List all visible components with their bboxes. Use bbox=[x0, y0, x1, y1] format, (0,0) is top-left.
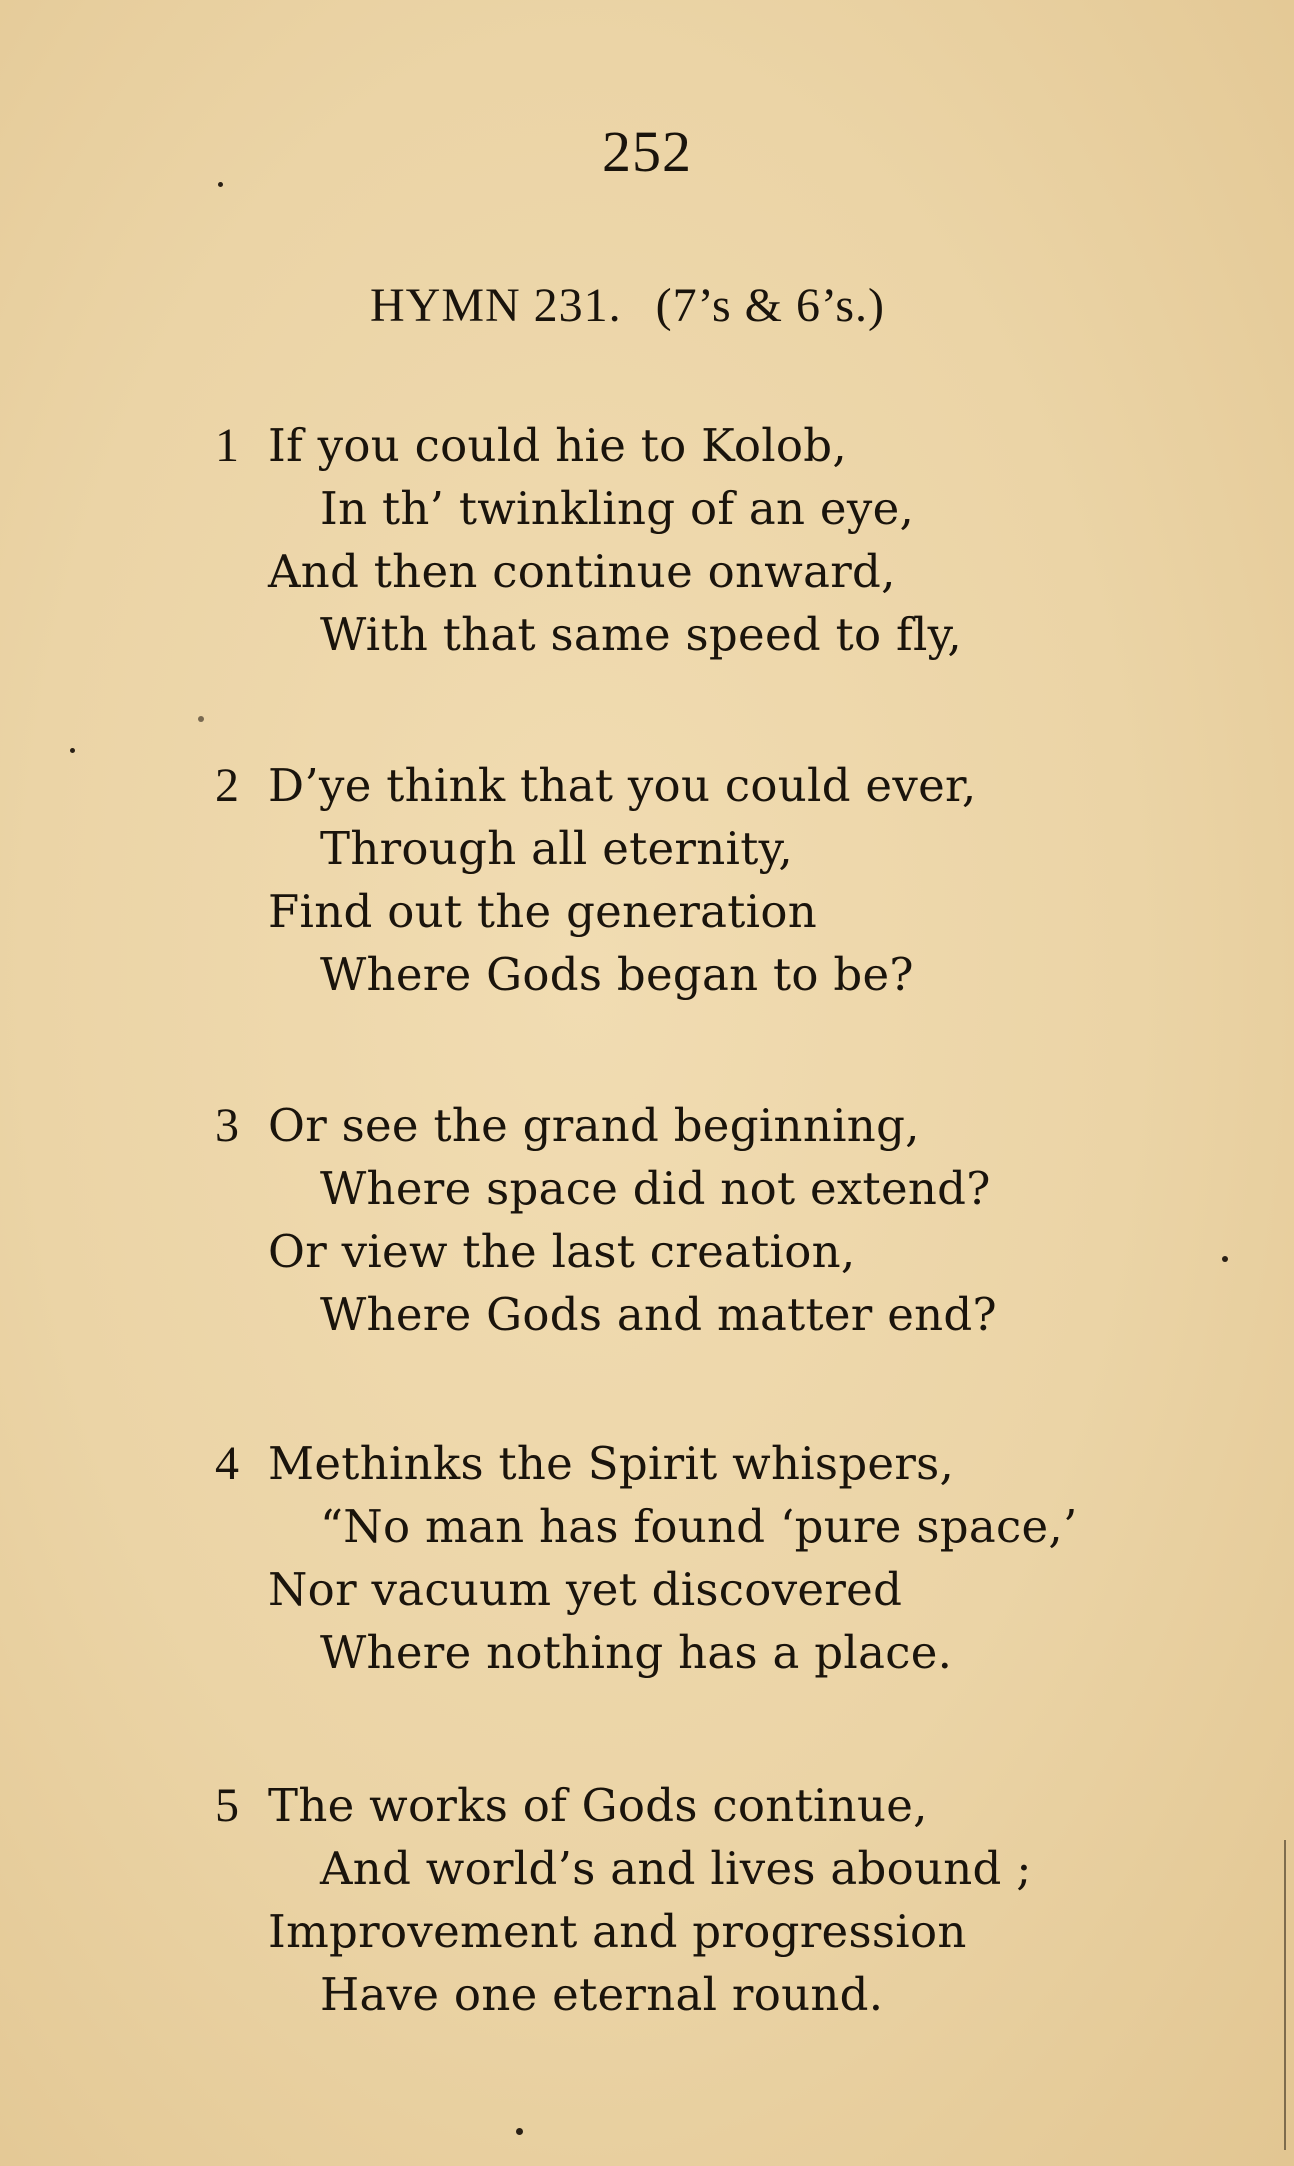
verse-line: Where Gods and matter end? bbox=[320, 1288, 997, 1341]
ink-speck bbox=[198, 716, 204, 722]
verse-line: And then continue onward, bbox=[268, 545, 896, 598]
verse-line: Through all eternity, bbox=[320, 822, 793, 875]
verse-line: Nor vacuum yet discovered bbox=[268, 1563, 903, 1616]
verse-line: If you could hie to Kolob, bbox=[268, 419, 848, 472]
page-edge-line bbox=[1284, 1840, 1286, 2150]
verse-line: Improvement and progression bbox=[268, 1905, 967, 1958]
verse-line: Methinks the Spirit whispers, bbox=[268, 1437, 955, 1490]
ink-speck bbox=[70, 748, 75, 753]
hymn-number: HYMN 231. bbox=[370, 279, 622, 332]
verse-number: 1 bbox=[215, 419, 239, 472]
verse-line: D’ye think that you could ever, bbox=[268, 759, 977, 812]
verse-line: In th’ twinkling of an eye, bbox=[320, 482, 915, 535]
ink-speck bbox=[218, 182, 223, 187]
verse-line: “No man has found ‘pure space,’ bbox=[320, 1500, 1078, 1553]
verse-number: 2 bbox=[215, 759, 239, 812]
verse-number: 3 bbox=[215, 1099, 239, 1152]
verse-number: 4 bbox=[215, 1437, 239, 1490]
verse-line: Where nothing has a place. bbox=[320, 1626, 953, 1679]
verse-line: Where space did not extend? bbox=[320, 1162, 991, 1215]
verse-line: And world’s and lives abound ; bbox=[320, 1842, 1032, 1895]
verse-line: The works of Gods continue, bbox=[268, 1779, 928, 1832]
verse-line: Or view the last creation, bbox=[268, 1225, 856, 1278]
page-number: 252 bbox=[602, 119, 692, 184]
verse-line: Find out the generation bbox=[268, 885, 818, 938]
verse-line: Or see the grand beginning, bbox=[268, 1099, 920, 1152]
verse-line: Have one eternal round. bbox=[320, 1968, 884, 2021]
ink-speck bbox=[1222, 1256, 1228, 1262]
hymn-title bbox=[370, 278, 885, 333]
ink-speck bbox=[516, 2128, 523, 2135]
verse-line: With that same speed to fly, bbox=[320, 608, 962, 661]
verse-line: Where Gods began to be? bbox=[320, 948, 914, 1001]
verse-number: 5 bbox=[215, 1779, 239, 1832]
hymn-meter: (7’s & 6’s.) bbox=[655, 279, 886, 332]
